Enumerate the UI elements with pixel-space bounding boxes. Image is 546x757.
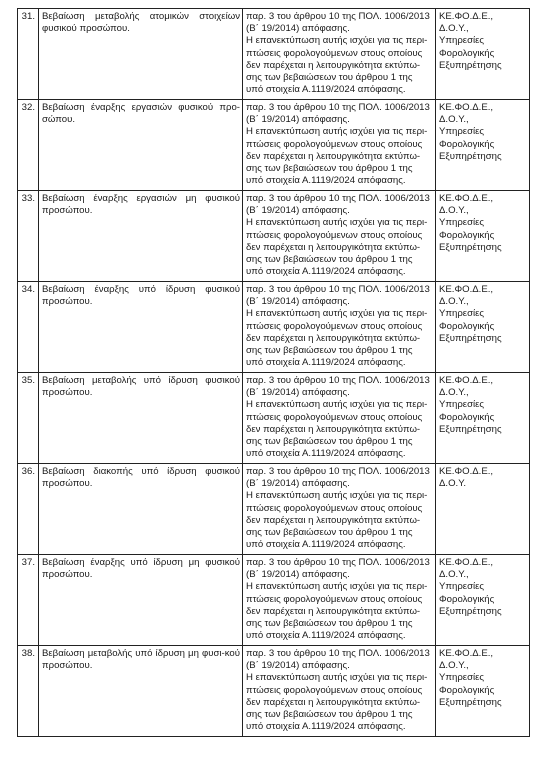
- legal-basis-line: παρ. 3 του άρθρου 10 της ΠΟΛ. 1006/2013: [246, 557, 430, 568]
- legal-basis-line: σης των βεβαιώσεων του άρθρου 1 της: [246, 163, 413, 175]
- legal-basis-line: υπό στοιχεία Α.1119/2024 απόφασης.: [246, 630, 406, 642]
- legal-basis-line: σης των βεβαιώσεων του άρθρου 1 της: [246, 618, 413, 630]
- row-number: 31.: [18, 9, 39, 100]
- authority-line: Δ.Ο.Υ.,: [439, 387, 469, 399]
- certificate-title: Βεβαίωση έναρξης υπό ίδρυση φυσικού προσώπου.: [39, 282, 243, 373]
- legal-basis-line: δεν παρέχεται η λειτουργικότητα εκτύπω-: [246, 605, 421, 617]
- authority-line: Φορολογικής: [439, 47, 495, 59]
- legal-basis-line: δεν παρέχεται η λειτουργικότητα εκτύπω-: [246, 241, 421, 253]
- legal-basis: [243, 464, 436, 555]
- issuing-authority: [436, 555, 530, 646]
- legal-basis-line: πτώσεις φορολογούμενων στους οποίους: [246, 47, 423, 59]
- authority-line: Υπηρεσίες: [439, 35, 485, 47]
- legal-basis-line: παρ. 3 του άρθρου 10 της ΠΟΛ. 1006/2013: [246, 284, 430, 295]
- issuing-authority: [436, 464, 530, 555]
- legal-basis-line: Η επανεκτύπωση αυτής ισχύει για τις περι-: [246, 672, 428, 684]
- legal-basis-line: Η επανεκτύπωση αυτής ισχύει για τις περι-: [246, 35, 428, 47]
- authority-line: Δ.Ο.Υ.: [439, 478, 467, 490]
- issuing-authority: [436, 100, 530, 191]
- legal-basis-line: παρ. 3 του άρθρου 10 της ΠΟΛ. 1006/2013: [246, 102, 430, 113]
- legal-basis-line: υπό στοιχεία Α.1119/2024 απόφασης.: [246, 175, 406, 187]
- legal-basis-line: Η επανεκτύπωση αυτής ισχύει για τις περι-: [246, 308, 428, 320]
- table-row: [18, 100, 530, 191]
- legal-basis-line: πτώσεις φορολογούμενων στους οποίους: [246, 684, 423, 696]
- table-row: [18, 555, 530, 646]
- legal-basis-line: (Β΄ 19/2014) απόφασης.: [246, 205, 350, 217]
- authority-line: Εξυπηρέτησης: [439, 150, 502, 162]
- authority-line: ΚΕ.ΦΟ.Δ.Ε.,: [439, 375, 494, 386]
- authority-line: Υπηρεσίες: [439, 308, 485, 320]
- legal-basis-line: σης των βεβαιώσεων του άρθρου 1 της: [246, 254, 413, 266]
- legal-basis-line: υπό στοιχεία Α.1119/2024 απόφασης.: [246, 266, 406, 278]
- authority-line: Εξυπηρέτησης: [439, 59, 502, 71]
- legal-basis-line: δεν παρέχεται η λειτουργικότητα εκτύπω-: [246, 696, 421, 708]
- issuing-authority: [436, 9, 530, 100]
- authority-line: Εξυπηρέτησης: [439, 332, 502, 344]
- legal-basis-line: (Β΄ 19/2014) απόφασης.: [246, 296, 350, 308]
- authority-line: Δ.Ο.Υ.,: [439, 114, 469, 126]
- certificate-title: Βεβαίωση έναρξης εργασιών φυσικού προ-σώπου.: [39, 100, 243, 191]
- legal-basis-line: Η επανεκτύπωση αυτής ισχύει για τις περι-: [246, 490, 428, 502]
- legal-basis-line: παρ. 3 του άρθρου 10 της ΠΟΛ. 1006/2013: [246, 11, 430, 22]
- legal-basis-line: δεν παρέχεται η λειτουργικότητα εκτύπω-: [246, 150, 421, 162]
- certificate-title: Βεβαίωση μεταβολής υπό ίδρυση φυσικού προσώπου.: [39, 373, 243, 464]
- authority-line: Υπηρεσίες: [439, 217, 485, 229]
- legal-basis-line: υπό στοιχεία Α.1119/2024 απόφασης.: [246, 84, 406, 96]
- issuing-authority: [436, 646, 530, 737]
- table-body: [18, 9, 530, 737]
- authority-line: Εξυπηρέτησης: [439, 423, 502, 435]
- authority-line: Φορολογικής: [439, 320, 495, 332]
- legal-basis-line: σης των βεβαιώσεων του άρθρου 1 της: [246, 345, 413, 357]
- legal-basis-line: υπό στοιχεία Α.1119/2024 απόφασης.: [246, 448, 406, 460]
- legal-basis-line: πτώσεις φορολογούμενων στους οποίους: [246, 411, 423, 423]
- authority-line: ΚΕ.ΦΟ.Δ.Ε.,: [439, 284, 494, 295]
- legal-basis-line: (Β΄ 19/2014) απόφασης.: [246, 387, 350, 399]
- table-row: [18, 191, 530, 282]
- legal-basis-line: Η επανεκτύπωση αυτής ισχύει για τις περι-: [246, 126, 428, 138]
- authority-line: Υπηρεσίες: [439, 581, 485, 593]
- legal-basis-line: δεν παρέχεται η λειτουργικότητα εκτύπω-: [246, 514, 421, 526]
- table-row: [18, 646, 530, 737]
- table-row: [18, 9, 530, 100]
- legal-basis: [243, 100, 436, 191]
- legal-basis: [243, 373, 436, 464]
- authority-line: Δ.Ο.Υ.,: [439, 660, 469, 672]
- authority-line: Υπηρεσίες: [439, 672, 485, 684]
- legal-basis-line: Η επανεκτύπωση αυτής ισχύει για τις περι-: [246, 217, 428, 229]
- legal-basis-line: παρ. 3 του άρθρου 10 της ΠΟΛ. 1006/2013: [246, 648, 430, 659]
- authority-line: ΚΕ.ΦΟ.Δ.Ε.,: [439, 466, 494, 477]
- authority-line: Εξυπηρέτησης: [439, 696, 502, 708]
- authority-line: Φορολογικής: [439, 411, 495, 423]
- legal-basis-line: Η επανεκτύπωση αυτής ισχύει για τις περι-: [246, 399, 428, 411]
- legal-basis-line: πτώσεις φορολογούμενων στους οποίους: [246, 138, 423, 150]
- authority-line: Φορολογικής: [439, 684, 495, 696]
- legal-basis: [243, 191, 436, 282]
- legal-basis-line: σης των βεβαιώσεων του άρθρου 1 της: [246, 436, 413, 448]
- legal-basis-line: δεν παρέχεται η λειτουργικότητα εκτύπω-: [246, 423, 421, 435]
- authority-line: ΚΕ.ΦΟ.Δ.Ε.,: [439, 557, 494, 568]
- authority-line: Φορολογικής: [439, 593, 495, 605]
- legal-basis: [243, 282, 436, 373]
- legal-basis-line: σης των βεβαιώσεων του άρθρου 1 της: [246, 709, 413, 721]
- legal-basis-line: δεν παρέχεται η λειτουργικότητα εκτύπω-: [246, 59, 421, 71]
- row-number: 38.: [18, 646, 39, 737]
- legal-basis-line: (Β΄ 19/2014) απόφασης.: [246, 660, 350, 672]
- certificate-title: Βεβαίωση μεταβολής ατομικών στοιχείων φυσικού προσώπου.: [39, 9, 243, 100]
- legal-basis-line: Η επανεκτύπωση αυτής ισχύει για τις περι-: [246, 581, 428, 593]
- authority-line: ΚΕ.ΦΟ.Δ.Ε.,: [439, 11, 494, 22]
- authority-line: Υπηρεσίες: [439, 126, 485, 138]
- legal-basis-line: πτώσεις φορολογούμενων στους οποίους: [246, 320, 423, 332]
- row-number: 36.: [18, 464, 39, 555]
- row-number: 34.: [18, 282, 39, 373]
- certificates-table: [17, 8, 530, 737]
- row-number: 33.: [18, 191, 39, 282]
- table-row: [18, 373, 530, 464]
- certificate-title: Βεβαίωση διακοπής υπό ίδρυση φυσικού προσώπου.: [39, 464, 243, 555]
- legal-basis-line: πτώσεις φορολογούμενων στους οποίους: [246, 502, 423, 514]
- legal-basis-line: (Β΄ 19/2014) απόφασης.: [246, 114, 350, 126]
- issuing-authority: [436, 373, 530, 464]
- issuing-authority: [436, 191, 530, 282]
- legal-basis: [243, 9, 436, 100]
- legal-basis-line: πτώσεις φορολογούμενων στους οποίους: [246, 229, 423, 241]
- authority-line: Δ.Ο.Υ.,: [439, 569, 469, 581]
- authority-line: Δ.Ο.Υ.,: [439, 205, 469, 217]
- legal-basis-line: υπό στοιχεία Α.1119/2024 απόφασης.: [246, 357, 406, 369]
- row-number: 35.: [18, 373, 39, 464]
- authority-line: Εξυπηρέτησης: [439, 605, 502, 617]
- legal-basis: [243, 555, 436, 646]
- certificate-title: Βεβαίωση μεταβολής υπό ίδρυση μη φυσι-κού προσώπου.: [39, 646, 243, 737]
- table-row: [18, 464, 530, 555]
- legal-basis-line: υπό στοιχεία Α.1119/2024 απόφασης.: [246, 721, 406, 733]
- authority-line: ΚΕ.ΦΟ.Δ.Ε.,: [439, 102, 494, 113]
- certificate-title: Βεβαίωση έναρξης εργασιών μη φυσικού προσώπου.: [39, 191, 243, 282]
- row-number: 32.: [18, 100, 39, 191]
- row-number: 37.: [18, 555, 39, 646]
- legal-basis-line: υπό στοιχεία Α.1119/2024 απόφασης.: [246, 539, 406, 551]
- issuing-authority: [436, 282, 530, 373]
- legal-basis-line: δεν παρέχεται η λειτουργικότητα εκτύπω-: [246, 332, 421, 344]
- authority-line: Εξυπηρέτησης: [439, 241, 502, 253]
- legal-basis-line: σης των βεβαιώσεων του άρθρου 1 της: [246, 527, 413, 539]
- authority-line: ΚΕ.ΦΟ.Δ.Ε.,: [439, 648, 494, 659]
- authority-line: Υπηρεσίες: [439, 399, 485, 411]
- legal-basis-line: (Β΄ 19/2014) απόφασης.: [246, 569, 350, 581]
- authority-line: Φορολογικής: [439, 229, 495, 241]
- legal-basis-line: (Β΄ 19/2014) απόφασης.: [246, 478, 350, 490]
- authority-line: Δ.Ο.Υ.,: [439, 296, 469, 308]
- legal-basis-line: παρ. 3 του άρθρου 10 της ΠΟΛ. 1006/2013: [246, 193, 430, 204]
- authority-line: ΚΕ.ΦΟ.Δ.Ε.,: [439, 193, 494, 204]
- legal-basis-line: παρ. 3 του άρθρου 10 της ΠΟΛ. 1006/2013: [246, 466, 430, 477]
- authority-line: Φορολογικής: [439, 138, 495, 150]
- legal-basis-line: (Β΄ 19/2014) απόφασης.: [246, 23, 350, 35]
- certificate-title: Βεβαίωση έναρξης υπό ίδρυση μη φυσικού προσώπου.: [39, 555, 243, 646]
- legal-basis-line: παρ. 3 του άρθρου 10 της ΠΟΛ. 1006/2013: [246, 375, 430, 386]
- table-row: [18, 282, 530, 373]
- legal-basis-line: πτώσεις φορολογούμενων στους οποίους: [246, 593, 423, 605]
- legal-basis: [243, 646, 436, 737]
- legal-basis-line: σης των βεβαιώσεων του άρθρου 1 της: [246, 72, 413, 84]
- authority-line: Δ.Ο.Υ.,: [439, 23, 469, 35]
